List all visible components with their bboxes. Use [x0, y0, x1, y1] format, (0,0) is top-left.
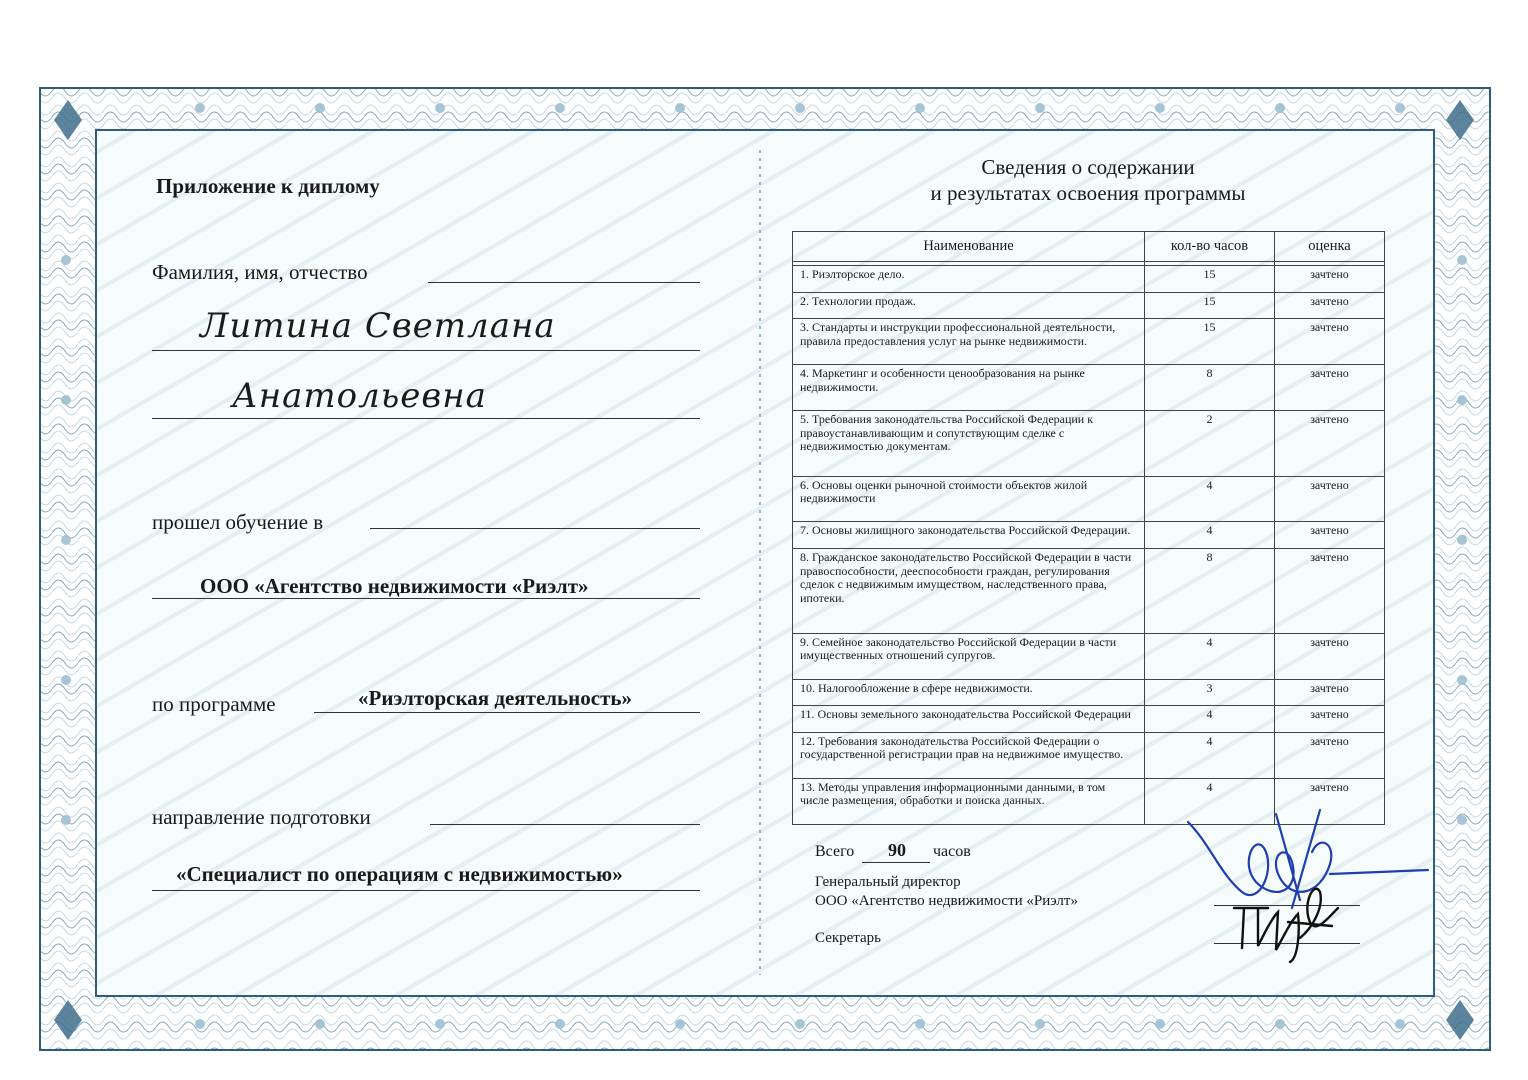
trained-underline	[370, 528, 700, 529]
course-hours: 15	[1145, 292, 1275, 319]
table-row	[793, 633, 1385, 679]
course-hours: 4	[1145, 778, 1275, 824]
course-hours: 15	[1145, 266, 1275, 293]
total-label: Всего	[815, 843, 855, 860]
course-name: 10. Налогообложение в сфере недвижимости.	[793, 679, 1145, 706]
course-hours: 4	[1145, 633, 1275, 679]
course-name: 13. Методы управления информационными данными, в том числе размещения, обработки и поиска данных.	[793, 778, 1145, 824]
course-table	[792, 231, 1385, 825]
course-name: 6. Основы оценки рыночной стоимости объектов жилой недвижимости	[793, 476, 1145, 522]
course-hours: 8	[1145, 549, 1275, 634]
course-grade: зачтено	[1275, 549, 1385, 634]
header-name: Наименование	[793, 232, 1145, 262]
course-grade: зачтено	[1275, 522, 1385, 549]
table-row	[793, 411, 1385, 476]
direction-name: «Специалист по операциям с недвижимостью»	[176, 862, 623, 886]
course-hours: 8	[1145, 365, 1275, 411]
program-label: по программе	[152, 692, 276, 716]
direction-underline	[430, 824, 700, 825]
course-grade: зачтено	[1275, 778, 1385, 824]
course-name: 5. Требования законодательства Российской Федерации к правоустанавливающим и сопутствующим сделке с недвижимостью документам.	[793, 411, 1145, 476]
course-hours: 15	[1145, 319, 1275, 365]
table-row	[793, 549, 1385, 634]
course-hours: 4	[1145, 476, 1275, 522]
course-hours: 4	[1145, 522, 1275, 549]
direction-name-underline	[152, 890, 700, 891]
secretary-label: Секретарь	[815, 930, 882, 946]
table-header-row	[793, 232, 1385, 262]
course-name: 2. Технологии продаж.	[793, 292, 1145, 319]
course-name: 7. Основы жилищного законодательства Российской Федерации.	[793, 522, 1145, 549]
course-grade: зачтено	[1275, 633, 1385, 679]
table-row	[793, 522, 1385, 549]
course-name: 11. Основы земельного законодательства Российской Федерации	[793, 706, 1145, 733]
organization-name: ООО «Агентство недвижимости «Риэлт»	[200, 574, 589, 598]
table-row	[793, 476, 1385, 522]
name-underline-1	[152, 350, 700, 351]
section-heading-line2: и результатах освоения программы	[930, 181, 1246, 205]
program-name: «Риэлторская деятельность»	[358, 686, 633, 710]
director-block	[815, 873, 1078, 911]
section-heading	[790, 154, 1386, 206]
course-grade: зачтено	[1275, 476, 1385, 522]
course-name: 8. Гражданское законодательство Российской Федерации в части правоспособности, дееспособности граждан, регулирования сделок с недвижимым имуществом, наследственного права, ипотеки.	[793, 549, 1145, 634]
table-row	[793, 292, 1385, 319]
org-underline	[152, 598, 700, 599]
header-grade: оценка	[1275, 232, 1385, 262]
course-name: 3. Стандарты и инструкции профессиональной деятельности, правила предоставления услуг на рынке недвижимости.	[793, 319, 1145, 365]
course-hours: 3	[1145, 679, 1275, 706]
handwritten-name-line1: Литина Светлана	[200, 306, 556, 346]
secretary-signature	[1228, 878, 1348, 968]
total-unit: часов	[933, 843, 971, 860]
course-grade: зачтено	[1275, 266, 1385, 293]
course-grade: зачтено	[1275, 292, 1385, 319]
fio-label: Фамилия, имя, отчество	[152, 260, 368, 284]
handwritten-name-line2: Анатольевна	[232, 376, 487, 416]
course-grade: зачтено	[1275, 411, 1385, 476]
director-org: ООО «Агентство недвижимости «Риэлт»	[815, 893, 1078, 909]
trained-label: прошел обучение в	[152, 510, 324, 534]
appendix-title: Приложение к диплому	[156, 174, 380, 198]
course-name: 9. Семейное законодательство Российской Федерации в части имущественных отношений супругов.	[793, 633, 1145, 679]
course-name: 4. Маркетинг и особенности ценообразования на рынке недвижимости.	[793, 365, 1145, 411]
total-value: 90	[888, 840, 906, 860]
direction-label: направление подготовки	[152, 805, 371, 829]
table-row	[793, 706, 1385, 733]
course-grade: зачтено	[1275, 706, 1385, 733]
fio-underline	[428, 282, 700, 283]
course-hours: 2	[1145, 411, 1275, 476]
course-hours: 4	[1145, 732, 1275, 778]
table-row	[793, 266, 1385, 293]
table-row	[793, 319, 1385, 365]
table-row	[793, 732, 1385, 778]
course-name: 1. Риэлторское дело.	[793, 266, 1145, 293]
program-underline	[314, 712, 700, 713]
table-row	[793, 679, 1385, 706]
course-grade: зачтено	[1275, 365, 1385, 411]
course-name: 12. Требования законодательства Российской Федерации о государственной регистрации прав на недвижимое имущество.	[793, 732, 1145, 778]
table-row	[793, 365, 1385, 411]
table-body	[793, 262, 1385, 825]
course-grade: зачтено	[1275, 732, 1385, 778]
director-title: Генеральный директор	[815, 874, 961, 890]
course-hours: 4	[1145, 706, 1275, 733]
course-grade: зачтено	[1275, 319, 1385, 365]
course-grade: зачтено	[1275, 679, 1385, 706]
total-underline	[862, 862, 930, 863]
name-underline-2	[152, 418, 700, 419]
header-hours: кол-во часов	[1145, 232, 1275, 262]
section-heading-line1: Сведения о содержании	[981, 155, 1195, 179]
